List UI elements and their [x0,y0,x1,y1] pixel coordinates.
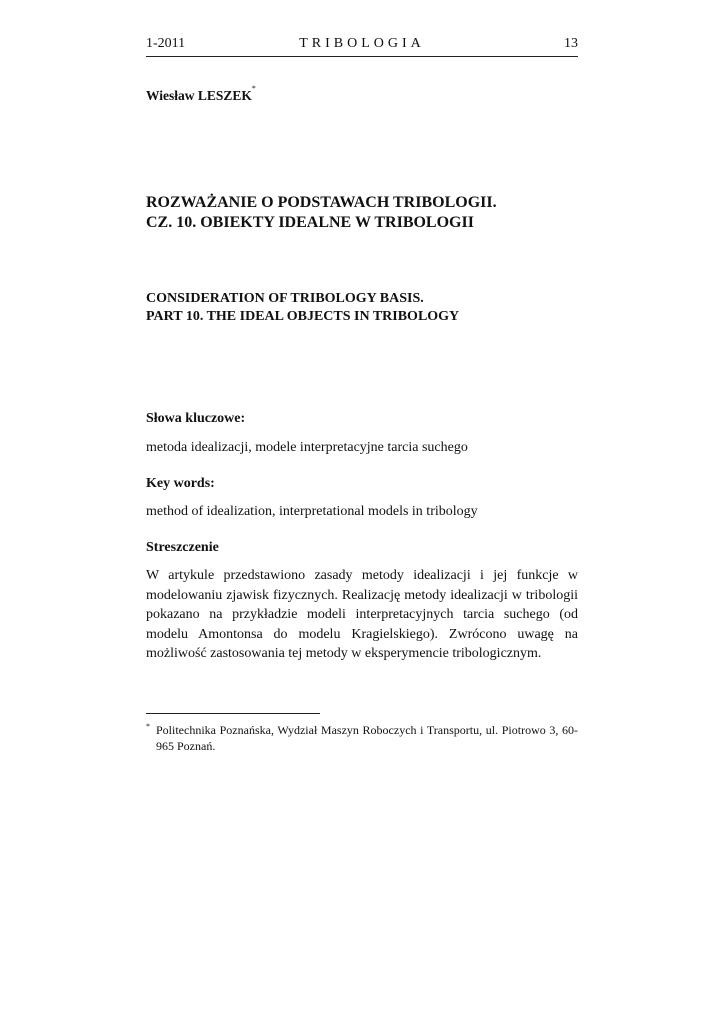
title-english-line-2: PART 10. THE IDEAL OBJECTS IN TRIBOLOGY [146,309,460,324]
issue-number: 1-2011 [146,36,186,51]
footnote-text: Politechnika Poznańska, Wydział Maszyn Roboczych i Transportu, ul. Piotrowo 3, 60-965 Poznań. [156,723,578,753]
keywords-pl-text: metoda idealizacji, modele interpretacyjne tarcia suchego [146,440,468,455]
running-header [146,36,578,57]
journal-name: TRIBOLOGIA [299,36,425,51]
author-name: Wiesław LESZEK [146,88,252,103]
title-polish-line-1: ROZWAŻANIE O PODSTAWACH TRIBOLOGII. [146,194,497,211]
page-number: 13 [564,36,578,51]
keywords-en-heading: Key words: [146,476,215,491]
page [146,0,578,1024]
keywords-pl-heading: Słowa kluczowe: [146,411,246,426]
title-polish-line-2: CZ. 10. OBIEKTY IDEALNE W TRIBOLOGII [146,214,474,231]
author-footnote-mark: * [251,84,256,93]
footnote-mark: * [146,722,150,731]
abstract-heading: Streszczenie [146,540,219,555]
keywords-en-text: method of idealization, interpretational models in tribology [146,504,478,519]
footnote [146,722,578,754]
title-polish [146,193,497,233]
title-english-line-1: CONSIDERATION OF TRIBOLOGY BASIS. [146,291,424,306]
footnote-rule [146,713,320,714]
abstract-text: W artykule przedstawiono zasady metody idealizacji i jej funkcje w modelowaniu zjawisk fizycznych. Realizację metody idealizacji w tribologii pokazano na przykładzie modeli interpretacyjnych tarcia suchego (od modelu Amontonsa do modelu Kragielskiego). Zwrócono uwagę na możliwość zastosowania tej metody w eksperymencie tribologicznym. [146,568,578,661]
author [146,84,256,104]
title-english [146,290,459,326]
